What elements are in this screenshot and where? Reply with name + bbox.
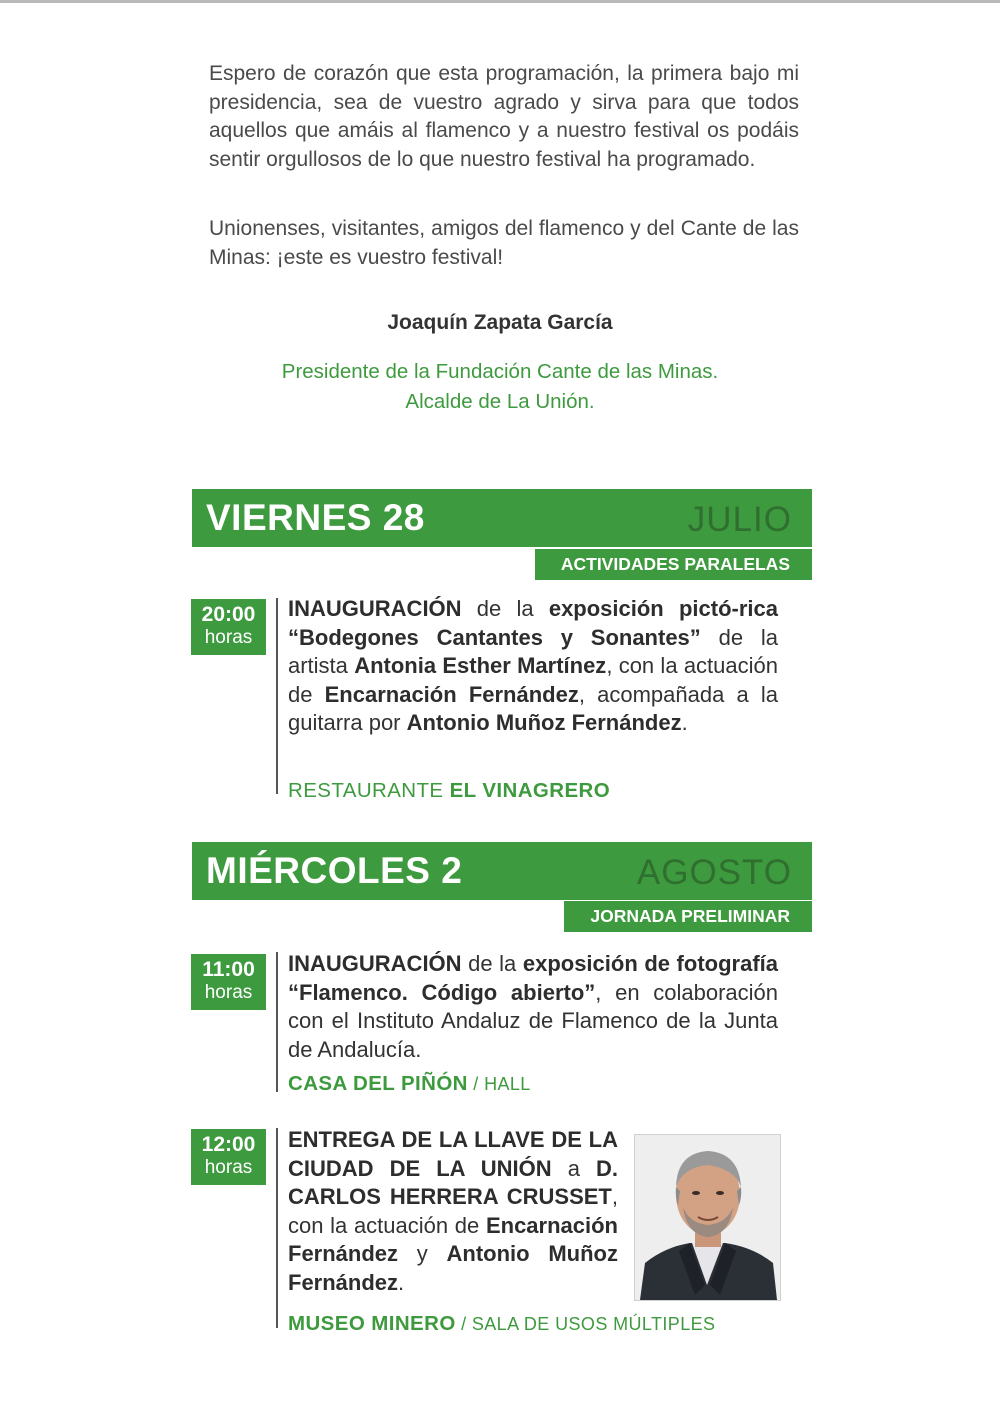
- portrait-illustration: [635, 1135, 780, 1300]
- event-description: ENTREGA DE LA LLAVE DE LA CIUDAD DE LA UNIÓN a D. CARLOS HERRERA CRUSSET, con la actuación de Encarnación Fernández y Antonio Muñoz Fernández.: [288, 1127, 618, 1295]
- portrait-photo: [634, 1134, 781, 1301]
- event-divider: [276, 952, 278, 1092]
- month-label: AGOSTO: [636, 853, 792, 892]
- event-venue: MUSEO MINERO / SALA DE USOS MÚLTIPLES: [288, 1312, 716, 1335]
- role-line-2: Alcalde de La Unión.: [405, 390, 595, 413]
- time-unit: horas: [204, 1157, 253, 1178]
- event-description: INAUGURACIÓN de la exposición pictó-rica “Bodegones Cantantes y Sonantes” de la artista Antonia Esther Martínez, con la actuación de Encarnación Fernández, acompañada a la guitarra por Antonio Muñoz Fernández.: [288, 596, 778, 735]
- time-badge: [191, 1129, 266, 1185]
- month-label: JULIO: [687, 500, 792, 539]
- event-divider: [276, 1128, 278, 1328]
- intro-paragraph-1: Espero de corazón que esta programación, la primera bajo mi presidencia, sea de vuestro agrado y sirva para que todos aquellos que amáis al flamenco y a nuestro festival os podáis sentir orgullosos de lo que nuestro festival ha programado.: [209, 62, 799, 171]
- time-value: 20:00: [201, 603, 256, 626]
- signature-name: Joaquín Zapata García: [387, 311, 613, 334]
- event-venue: RESTAURANTE EL VINAGRERO: [288, 779, 611, 802]
- day-header-viernes: [192, 489, 812, 547]
- event-description: INAUGURACIÓN de la exposición de fotografía “Flamenco. Código abierto”, en colaboración con el Instituto Andaluz de Flamenco de la Junta de Andalucía.: [288, 951, 779, 1062]
- time-badge: [191, 599, 266, 655]
- day-title: MIÉRCOLES 2: [206, 850, 463, 891]
- day-title: VIERNES 28: [206, 497, 425, 538]
- top-rule: [0, 0, 1000, 3]
- time-value: 12:00: [201, 1133, 256, 1156]
- intro-paragraph-2: Unionenses, visitantes, amigos del flamenco y del Cante de las Minas: ¡este es vuestro festival!: [209, 217, 799, 269]
- event-venue: CASA DEL PIÑÓN / HALL: [288, 1072, 531, 1095]
- event-divider: [276, 598, 278, 794]
- day-header-miercoles: [192, 842, 812, 900]
- time-badge: [191, 954, 266, 1010]
- time-unit: horas: [204, 627, 253, 648]
- day-subtitle: JORNADA PRELIMINAR: [564, 901, 812, 932]
- role-line-1: Presidente de la Fundación Cante de las Minas.: [281, 360, 719, 383]
- time-unit: horas: [204, 982, 253, 1003]
- time-value: 11:00: [202, 958, 255, 981]
- day-subtitle: ACTIVIDADES PARALELAS: [535, 549, 812, 580]
- signature-role: [0, 357, 1000, 417]
